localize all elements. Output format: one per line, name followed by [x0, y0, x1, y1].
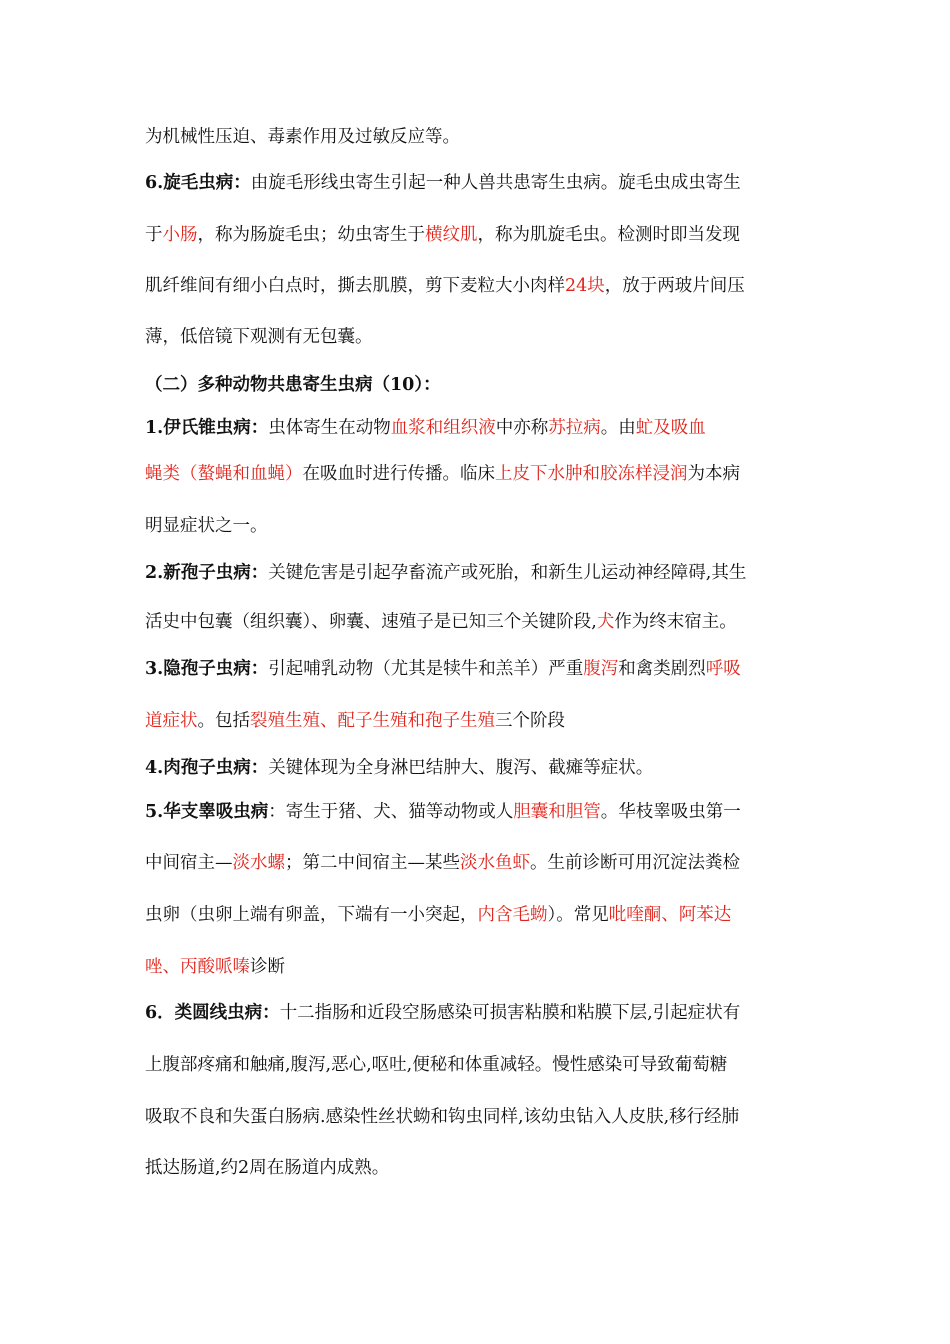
text-line	[145, 610, 737, 634]
highlighted-term: 吡喹酮、阿苯达	[608, 905, 732, 925]
text-line	[145, 903, 731, 927]
bold-label: 6．类圆线虫病：	[145, 1003, 280, 1023]
text-segment: 。由	[600, 418, 636, 438]
text-line	[145, 851, 740, 875]
highlighted-term: 血浆和组织液	[390, 418, 496, 438]
highlighted-term: 上皮下水肿和胶冻样浸润	[495, 464, 688, 484]
text-segment: 为机械性压迫、毒素作用及过敏反应等。	[145, 127, 460, 147]
text-segment: ；第二中间宿主—某些	[285, 853, 460, 873]
text-line	[145, 709, 565, 733]
text-line	[145, 1053, 727, 1077]
text-line	[145, 223, 740, 247]
highlighted-term: 24块	[565, 276, 605, 296]
highlighted-term: 腹泻	[583, 659, 619, 679]
text-line	[145, 1156, 389, 1180]
text-segment: ）。常见	[547, 905, 609, 925]
highlighted-term: 道症状	[145, 711, 198, 731]
text-segment: 活史中包囊（组织囊）、卵囊、速殖子是已知三个关键阶段,	[145, 612, 597, 632]
highlighted-term: 横纹肌	[425, 225, 478, 245]
text-segment: 于	[145, 225, 163, 245]
text-segment: ，放于两玻片间压	[604, 276, 745, 296]
section-clonorchiasis	[145, 800, 741, 824]
text-segment: 三个阶段	[495, 711, 565, 731]
text-segment: 中间宿主—	[145, 853, 233, 873]
text-line	[145, 125, 460, 149]
section-trichinosis	[145, 171, 741, 195]
highlighted-term: 呼吸	[705, 659, 741, 679]
text-segment: ：寄生于猪、犬、猫等动物或人	[268, 802, 514, 822]
section-sarcocystosis	[145, 756, 653, 780]
highlighted-term: 胆囊和胆管	[513, 802, 601, 822]
highlighted-term: 犬	[596, 612, 615, 632]
bold-label: 1.伊氏锥虫病：	[145, 418, 269, 438]
section-neosporosis	[145, 561, 746, 585]
section-heading	[145, 373, 441, 397]
text-segment: 。华枝睾吸虫第一	[600, 802, 741, 822]
text-line	[145, 955, 285, 979]
section-cryptosporidiosis	[145, 657, 741, 681]
text-segment: 由旋毛形线虫寄生引起一种人兽共患寄生虫病。旋毛虫成虫寄生	[250, 173, 741, 193]
highlighted-term: 蝇类（螯蝇和血蝇）	[145, 464, 303, 484]
text-segment: 明显症状之一。	[145, 516, 268, 536]
text-segment: 抵达肠道,约2周在肠道内成熟。	[145, 1158, 390, 1178]
text-segment: 。包括	[197, 711, 250, 731]
text-segment: 十二指肠和近段空肠感染可损害粘膜和粘膜下层,引起症状有	[279, 1003, 741, 1023]
text-segment: ，称为肠旋毛虫；幼虫寄生于	[197, 225, 425, 245]
text-segment: 薄，低倍镜下观测有无包囊。	[145, 327, 373, 347]
highlighted-term: 唑、丙酸哌嗪	[145, 957, 250, 977]
text-line	[145, 274, 745, 298]
bold-label: （二）多种动物共患寄生虫病（10）：	[145, 375, 441, 395]
text-segment: 和禽类剧烈	[618, 659, 706, 679]
bold-label: 5.华支睾吸虫病	[145, 802, 269, 822]
highlighted-term: 内含毛蚴	[477, 905, 548, 925]
text-segment: 在吸血时进行传播。临床	[302, 464, 495, 484]
text-segment: 肌纤维间有细小白点时，撕去肌膜，剪下麦粒大小肉样	[145, 276, 565, 296]
bold-label: 3.隐孢子虫病：	[145, 659, 269, 679]
text-segment: 关键体现为全身淋巴结肿大、腹泻、截瘫等症状。	[268, 758, 654, 778]
text-line	[145, 1105, 739, 1129]
text-segment: 。生前诊断可用沉淀法粪检	[530, 853, 740, 873]
bold-label: 6.旋毛虫病：	[145, 173, 251, 193]
text-segment: 上腹部疼痛和触痛,腹泻,恶心,呕吐,便秘和体重减轻。慢性感染可导致葡萄糖	[145, 1055, 728, 1075]
text-segment: ，称为肌旋毛虫。检测时即当发现	[477, 225, 740, 245]
text-segment: 为本病	[687, 464, 740, 484]
highlighted-term: 小肠	[162, 225, 198, 245]
highlighted-term: 苏拉病	[548, 418, 601, 438]
text-segment: 诊断	[250, 957, 285, 977]
bold-label: 2.新孢子虫病：	[145, 563, 269, 583]
text-line	[145, 514, 268, 538]
text-line	[145, 325, 373, 349]
highlighted-term: 虻及吸血	[635, 418, 706, 438]
text-segment: 关键危害是引起孕畜流产或死胎，和新生儿运动神经障碍,其生	[268, 563, 747, 583]
highlighted-term: 淡水鱼虾	[460, 853, 530, 873]
highlighted-term: 淡水螺	[232, 853, 285, 873]
highlighted-term: 裂殖生殖、配子生殖和孢子生殖	[250, 711, 495, 731]
text-segment: 虫卵（虫卵上端有卵盖，下端有一小突起，	[145, 905, 478, 925]
bold-label: 4.肉孢子虫病：	[145, 758, 269, 778]
text-line	[145, 462, 740, 486]
text-segment: 虫体寄生在动物	[268, 418, 391, 438]
text-segment: 作为终末宿主。	[614, 612, 737, 632]
section-strongyloidiasis	[145, 1001, 740, 1025]
text-segment: 引起哺乳动物（尤其是犊牛和羔羊）严重	[268, 659, 584, 679]
section-trypanosomiasis	[145, 416, 706, 440]
text-segment: 中亦称	[495, 418, 549, 438]
text-segment: 吸取不良和失蛋白肠病.感染性丝状蚴和钩虫同样,该幼虫钻入人皮肤,移行经肺	[145, 1107, 740, 1127]
